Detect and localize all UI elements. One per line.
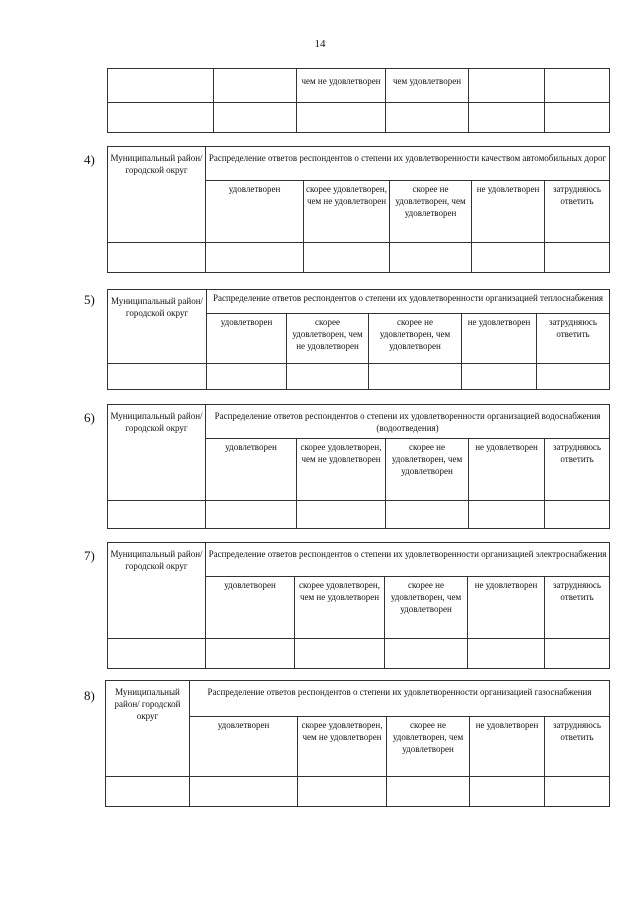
- table-number: 7): [84, 548, 95, 563]
- col-hard-to-answer: затрудняюсь ответить: [545, 439, 610, 501]
- empty-cell: [304, 243, 390, 273]
- empty-cell: [295, 639, 385, 669]
- municipal-header: Муниципальный район/ городской округ: [108, 405, 206, 501]
- municipal-header: Муниципальный район/ городской округ: [108, 147, 206, 243]
- table-title: Распределение ответов респондентов о степени их удовлетворенности организацией электроснабжения: [206, 543, 610, 577]
- survey-table-gas: [105, 680, 610, 807]
- survey-table-roads: [107, 146, 610, 273]
- col-rather-not: скорее не удовлетворен, чем удовлетворен: [369, 314, 462, 364]
- col-rather-not: скорее не удовлетворен, чем удовлетворен: [385, 577, 468, 639]
- empty-cell: [390, 243, 472, 273]
- municipal-header: Муниципальный район/ городской округ: [106, 681, 190, 777]
- col-hard-to-answer: затрудняюсь ответить: [545, 717, 610, 777]
- col-rather-not: скорее не удовлетворен, чем удовлетворен: [386, 439, 469, 501]
- col-satisfied: удовлетворен: [190, 717, 298, 777]
- col-hard-to-answer: затрудняюсь ответить: [537, 314, 610, 364]
- col-rather-not: скорее не удовлетворен, чем удовлетворен: [387, 717, 470, 777]
- table-title: Распределение ответов респондентов о степени их удовлетворенности организацией теплоснабжения: [207, 290, 610, 314]
- empty-cell: [386, 501, 469, 529]
- empty-cell: [287, 364, 369, 390]
- fragment-cell: [214, 69, 297, 103]
- table-number: 4): [84, 152, 95, 167]
- col-not-satisfied: не удовлетворен: [470, 717, 545, 777]
- col-rather-satisfied: скорее удовлетворен, чем не удовлетворен: [297, 439, 386, 501]
- page-number: 14: [314, 38, 326, 50]
- empty-cell: [206, 243, 304, 273]
- empty-cell: [108, 364, 207, 390]
- col-satisfied: удовлетворен: [206, 181, 304, 243]
- empty-cell: [190, 777, 298, 807]
- empty-cell: [108, 103, 214, 133]
- empty-cell: [468, 639, 545, 669]
- empty-cell: [545, 639, 610, 669]
- col-satisfied: удовлетворен: [206, 439, 297, 501]
- table-number: 5): [84, 292, 95, 307]
- col-hard-to-answer: затрудняюсь ответить: [545, 181, 610, 243]
- municipal-header: Муниципальный район/ городской округ: [108, 543, 206, 639]
- empty-cell: [297, 501, 386, 529]
- col-rather-satisfied: скорее удовлетворен, чем не удовлетворен: [304, 181, 390, 243]
- empty-cell: [545, 103, 610, 133]
- empty-cell: [108, 639, 206, 669]
- col-rather-not: скорее не удовлетворен, чем удовлетворен: [390, 181, 472, 243]
- empty-cell: [472, 243, 545, 273]
- empty-cell: [369, 364, 462, 390]
- table-title: Распределение ответов респондентов о степени их удовлетворенности качеством автомобильных дорог: [206, 147, 610, 181]
- fragment-cell: [469, 69, 545, 103]
- fragment-cell: [108, 69, 214, 103]
- empty-cell: [545, 243, 610, 273]
- empty-cell: [298, 777, 387, 807]
- col-satisfied: удовлетворен: [207, 314, 287, 364]
- empty-cell: [297, 103, 386, 133]
- empty-cell: [386, 103, 469, 133]
- table-title: Распределение ответов респондентов о степени их удовлетворенности организацией газоснабжения: [190, 681, 610, 717]
- empty-cell: [108, 501, 206, 529]
- table-title: Распределение ответов респондентов о степени их удовлетворенности организацией водоснабжения (водоотведения): [206, 405, 610, 439]
- empty-cell: [469, 103, 545, 133]
- survey-table-water: [107, 404, 610, 529]
- municipal-header: Муниципальный район/ городской округ: [108, 290, 207, 364]
- empty-cell: [545, 777, 610, 807]
- col-not-satisfied: не удовлетворен: [469, 439, 545, 501]
- empty-cell: [470, 777, 545, 807]
- empty-cell: [207, 364, 287, 390]
- empty-cell: [108, 243, 206, 273]
- empty-cell: [106, 777, 190, 807]
- table-number: 6): [84, 410, 95, 425]
- col-not-satisfied: не удовлетворен: [472, 181, 545, 243]
- empty-cell: [462, 364, 537, 390]
- col-rather-satisfied: скорее удовлетворен, чем не удовлетворен: [287, 314, 369, 364]
- col-hard-to-answer: затрудняюсь ответить: [545, 577, 610, 639]
- fragment-cell: чем не удовлетворен: [297, 69, 386, 103]
- empty-cell: [537, 364, 610, 390]
- empty-cell: [385, 639, 468, 669]
- col-satisfied: удовлетворен: [206, 577, 295, 639]
- empty-cell: [469, 501, 545, 529]
- survey-table-electricity: [107, 542, 610, 669]
- fragment-cell: [545, 69, 610, 103]
- empty-cell: [206, 501, 297, 529]
- col-not-satisfied: не удовлетворен: [468, 577, 545, 639]
- col-not-satisfied: не удовлетворен: [462, 314, 537, 364]
- fragment-cell: чем удовлетворен: [386, 69, 469, 103]
- col-rather-satisfied: скорее удовлетворен, чем не удовлетворен: [295, 577, 385, 639]
- table-fragment: [107, 68, 610, 133]
- survey-table-heat: [107, 289, 610, 390]
- table-number: 8): [84, 688, 95, 703]
- empty-cell: [214, 103, 297, 133]
- empty-cell: [387, 777, 470, 807]
- empty-cell: [545, 501, 610, 529]
- col-rather-satisfied: скорее удовлетворен, чем не удовлетворен: [298, 717, 387, 777]
- empty-cell: [206, 639, 295, 669]
